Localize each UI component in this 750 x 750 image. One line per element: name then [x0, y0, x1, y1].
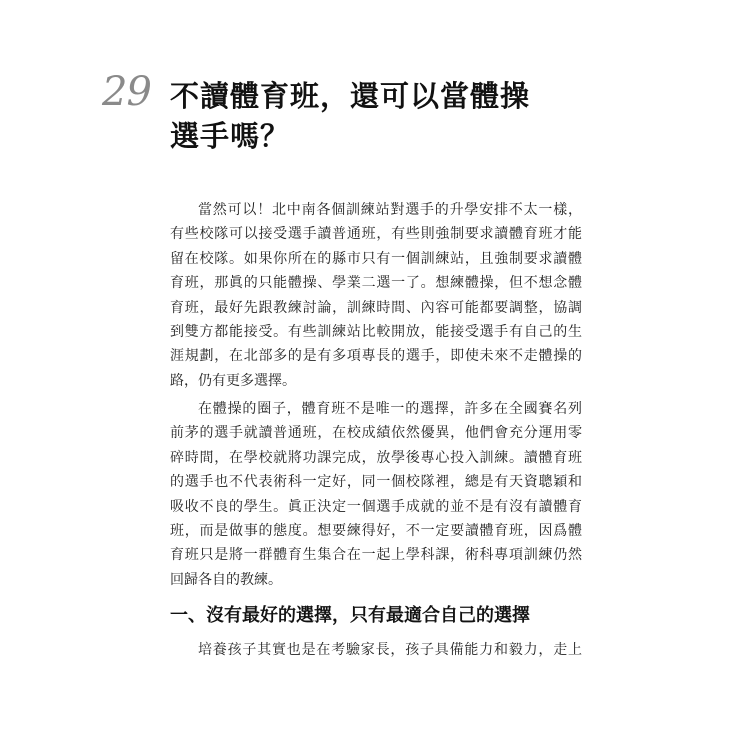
- paragraph-line: 涯規劃，在北部多的是有多項專長的選手，即使未來不走體操的: [170, 348, 582, 365]
- paragraph-line: 育班，最好先跟教練討論，訓練時間、內容可能都要調整，協調: [170, 299, 582, 316]
- paragraph-line: 吸收不良的學生。眞正決定一個選手成就的並不是有沒有讀體育: [170, 498, 582, 515]
- paragraph-line: 到雙方都能接受。有些訓練站比較開放，能接受選手有自己的生: [170, 323, 582, 340]
- body-paragraph: [170, 198, 582, 393]
- paragraph-line: 路，仍有更多選擇。: [170, 372, 296, 389]
- paragraph-line: 當然可以！北中南各個訓練站對選手的升學安排不太一樣，: [198, 202, 582, 218]
- paragraph-line: 有些校隊可以接受選手讀普通班，有些則強制要求讀體育班才能: [170, 226, 582, 243]
- section-heading: 一、沒有最好的選擇，只有最適合自己的選擇: [170, 605, 530, 626]
- chapter-title-line: 不讀體育班，還可以當體操: [170, 79, 531, 113]
- paragraph-line: 碎時間，在學校就將功課完成，放學後專心投入訓練。讀體育班: [170, 449, 582, 466]
- paragraph-line: 在體操的圈子，體育班不是唯一的選擇，許多在全國賽名列: [198, 401, 582, 417]
- paragraph-line: 前茅的選手就讀普通班，在校成績依然優異，他們會充分運用零: [170, 425, 582, 442]
- paragraph-line: 的選手也不代表術科一定好，同一個校隊裡，總是有天資聰穎和: [170, 474, 582, 491]
- paragraph-line: 育班只是將一群體育生集合在一起上學科課，術科專項訓練仍然: [170, 547, 582, 564]
- paragraph-line: 培養孩子其實也是在考驗家長，孩子具備能力和毅力，走上: [198, 642, 582, 658]
- chapter-number: 29: [102, 69, 151, 115]
- chapter-title-line: 選手嗎？: [170, 119, 291, 153]
- body-paragraph: [170, 638, 582, 662]
- chapter-title: [170, 76, 590, 156]
- body-paragraph: [170, 397, 582, 592]
- paragraph-line: 回歸各自的教練。: [170, 571, 282, 588]
- paragraph-line: 留在校隊。如果你所在的縣市只有一個訓練站，且強制要求讀體: [170, 250, 582, 267]
- paragraph-line: 育班，那眞的只能體操、學業二選一了。想練體操，但不想念體: [170, 275, 582, 292]
- paragraph-line: 班，而是做事的態度。想要練得好，不一定要讀體育班，因爲體: [170, 522, 582, 539]
